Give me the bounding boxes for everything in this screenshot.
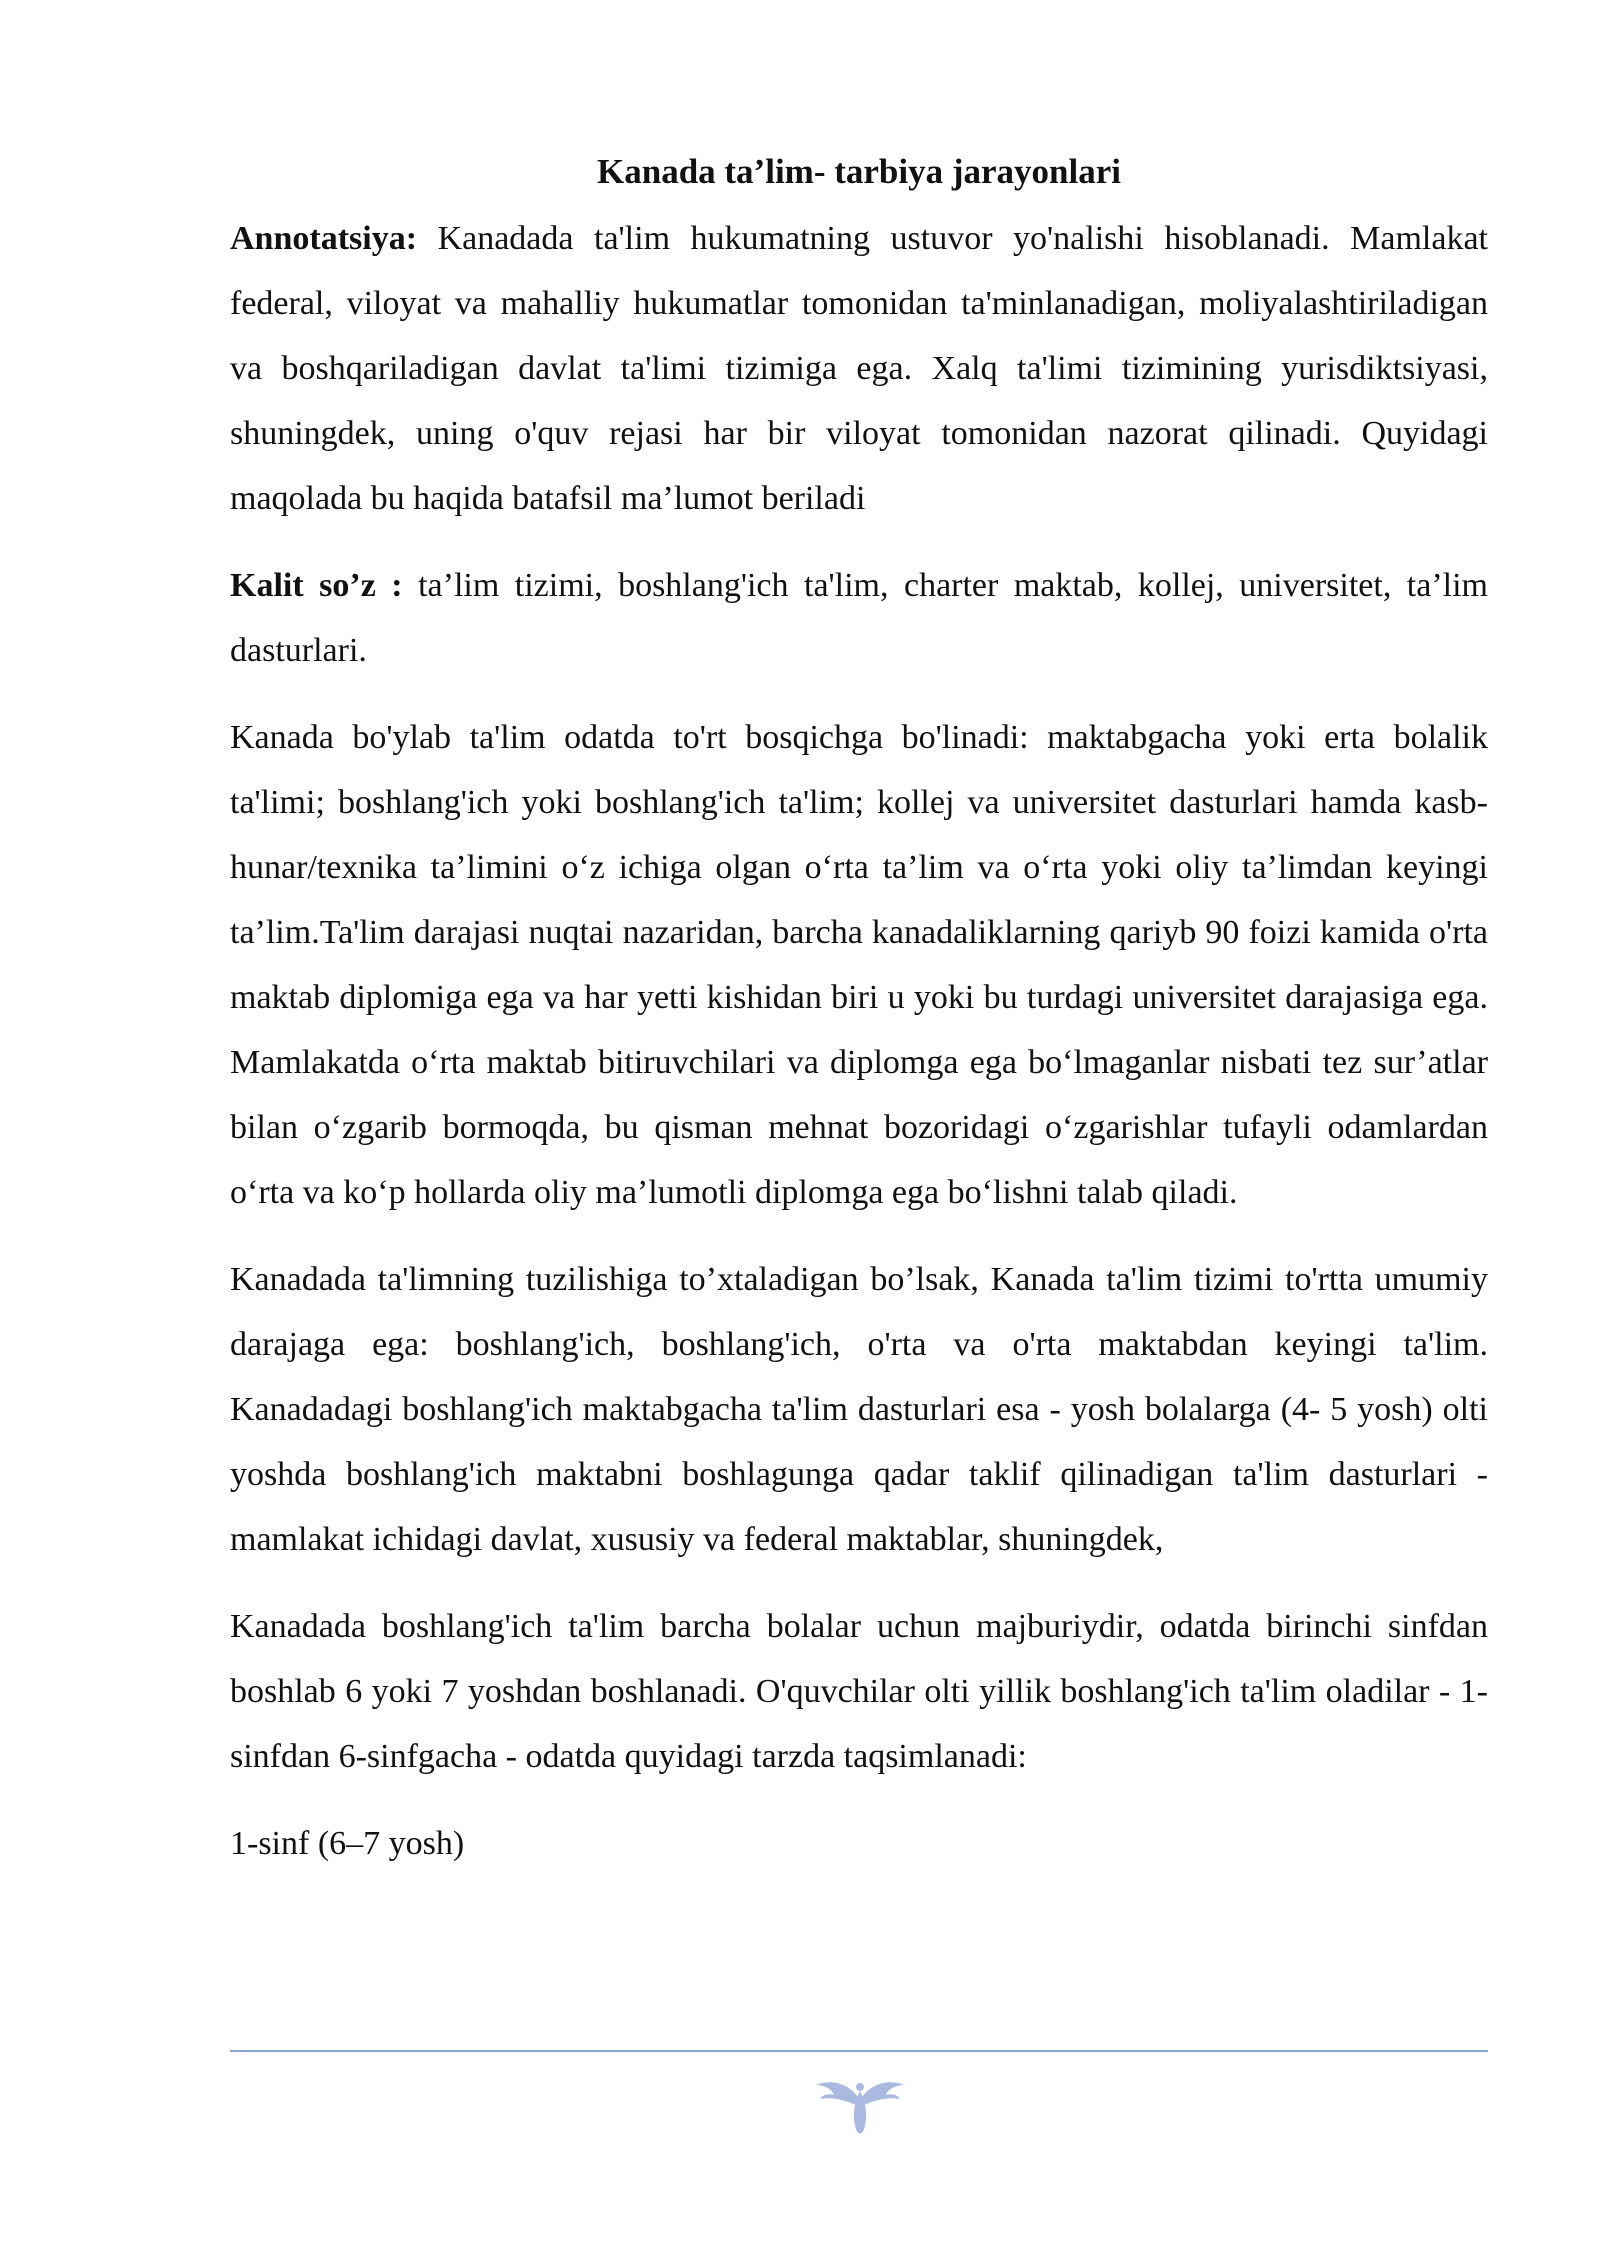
document-page	[230, 148, 1488, 1898]
body-paragraph-2: Kanadada ta'limning tuzilishiga to’xtaladigan bo’lsak, Kanada ta'lim tizimi to'rtta umumiy darajaga ega: boshlang'ich, boshlang'ich, o'rta va o'rta maktabdan keyingi ta'lim. Kanadadagi boshlang'ich maktabgacha ta'lim dasturlari esa - yosh bolalarga (4- 5 yosh) olti yoshda boshlang'ich maktabni boshlagunga qadar taklif qilinadigan ta'lim dasturlari - mamlakat ichidagi davlat, xususiy va federal maktablar, shuningdek,	[230, 1261, 1488, 1558]
annotation-label: Annotatsiya:	[230, 220, 418, 257]
fleuron-ornament-icon	[810, 2073, 910, 2143]
keywords-label: Kalit so’z :	[230, 567, 403, 604]
annotation-text: Kanadada ta'lim hukumatning ustuvor yo'nalishi hisoblanadi. Mamlakat federal, viloyat va mahalliy hukumatlar tomonidan ta'minlanadigan, moliyalashtiriladigan va boshqariladigan davlat ta'limi tizimiga ega. Xalq ta'limi tizimining yurisdiktsiyasi, shuningdek, uning o'quv rejasi har bir viloyat tomonidan nazorat qilinadi. Quyidagi maqolada bu haqida batafsil ma’lumot beriladi	[230, 220, 1488, 517]
footer-divider	[230, 2050, 1488, 2052]
keywords-text: ta’lim tizimi, boshlang'ich ta'lim, charter maktab, kollej, universitet, ta’lim dasturlari.	[230, 567, 1488, 669]
body-paragraph-3: Kanadada boshlang'ich ta'lim barcha bolalar uchun majburiydir, odatda birinchi sinfdan boshlab 6 yoki 7 yoshdan boshlanadi. O'quvchilar olti yillik boshlang'ich ta'lim oladilar - 1-sinfdan 6-sinfgacha - odatda quyidagi tarzda taqsimlanadi:	[230, 1608, 1488, 1775]
body-paragraph-1: Kanada bo'ylab ta'lim odatda to'rt bosqichga bo'linadi: maktabgacha yoki erta bolalik ta'limi; boshlang'ich yoki boshlang'ich ta'lim; kollej va universitet dasturlari hamda kasb-hunar/texnika ta’limini o‘z ichiga olgan o‘rta ta’lim va o‘rta yoki oliy ta’limdan keyingi ta’lim.Ta'lim darajasi nuqtai nazaridan, barcha kanadaliklarning qariyb 90 foizi kamida o'rta maktab diplomiga ega va har yetti kishidan biri u yoki bu turdagi universitet darajasiga ega. Mamlakatda o‘rta maktab bitiruvchilari va diplomga ega bo‘lmaganlar nisbati tez sur’atlar bilan o‘zgarib bormoqda, bu qisman mehnat bozoridagi o‘zgarishlar tufayli odamlardan o‘rta va ko‘p hollarda oliy ma’lumotli diplomga ega bo‘lishni talab qiladi.	[230, 719, 1488, 1211]
document-title: Kanada ta’lim- tarbiya jarayonlari	[597, 152, 1121, 191]
annotation-paragraph	[230, 206, 1488, 531]
keywords-paragraph	[230, 553, 1488, 683]
body-paragraph-4: 1-sinf (6–7 yosh)	[230, 1825, 465, 1862]
